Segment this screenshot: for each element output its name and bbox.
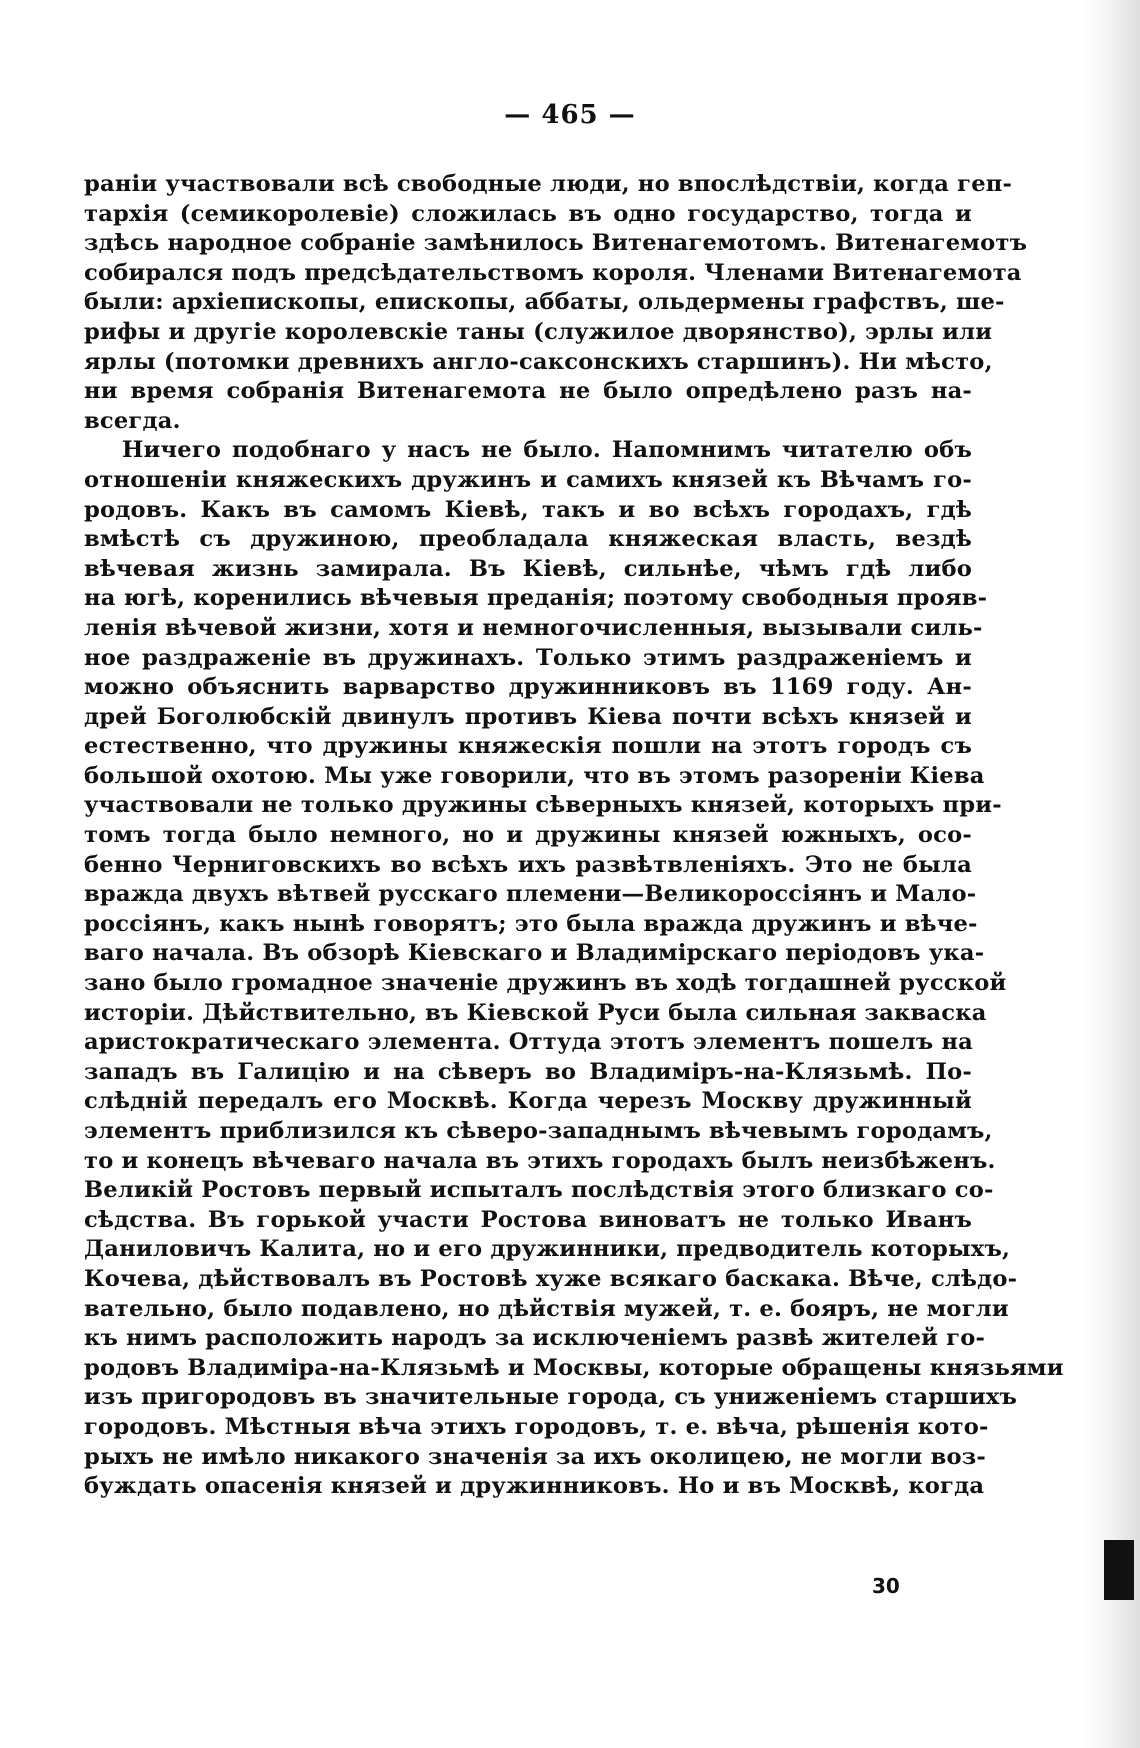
text-line: слѣдній передалъ его Москвѣ. Когда черезъ Москву дружинный [84,1088,972,1115]
text-line: ваго начала. Въ обзорѣ Кіевскаго и Владимірскаго періодовъ ука- [84,940,985,967]
text-line: участвовали не только дружины сѣверныхъ князей, которыхъ при- [84,792,1002,819]
text-line: западъ въ Галицію и на сѣверъ во Владиміръ-на-Клязьмѣ. По- [84,1058,972,1085]
text-line: исторіи. Дѣйствительно, въ Кіевской Руси была сильная закваска [84,999,987,1026]
text-line: вмѣстѣ съ дружиною, преобладала княжеская власть, вездѣ [84,526,972,553]
text-line: дрей Боголюбскій двинулъ противъ Кіева почти всѣхъ князей и [84,703,972,730]
scan-artifact [1104,1540,1134,1600]
text-line: рифы и другіе королевскіе таны (служилое дворянство), эрлы или [84,318,993,345]
text-line: россіянъ, какъ нынѣ говорятъ; это была вражда дружинъ и вѣче- [84,910,978,937]
text-line: зано было громадное значеніе дружинъ въ ходѣ тогдашней русской [84,970,1007,997]
text-line: Даниловичъ Калита, но и его дружинники, предводитель которыхъ, [84,1236,1011,1263]
text-line: сѣдства. Въ горькой участи Ростова виноватъ не только Иванъ [84,1206,972,1233]
page-edge-shadow [1080,0,1140,1748]
text-line: родовъ. Какъ въ самомъ Кіевѣ, такъ и во всѣхъ городахъ, гдѣ [84,496,972,523]
text-line: то и конецъ вѣчеваго начала въ этихъ городахъ былъ неизбѣженъ. [84,1147,996,1174]
text-line: ярлы (потомки древнихъ англо-саксонскихъ старшинъ). Ни мѣсто, [84,348,993,375]
text-line: томъ тогда было немного, но и дружины князей южныхъ, осо- [84,822,972,849]
text-line: Великій Ростовъ первый испыталъ послѣдствія этого близкаго со- [84,1177,994,1204]
body-text [84,170,1064,1502]
text-line: Кочева, дѣйствовалъ въ Ростовѣ хуже всякаго баскака. Вѣче, слѣдо- [84,1265,1018,1292]
text-line: изъ пригородовъ въ значительные города, съ униженіемъ старшихъ [84,1384,1017,1411]
text-line: отношеніи княжескихъ дружинъ и самихъ князей къ Вѣчамъ го- [84,466,972,493]
text-line: всегда. [84,407,181,434]
text-line: рыхъ не имѣло никакого значенія за ихъ околицею, не могли воз- [84,1443,986,1470]
text-line: вѣчевая жизнь замирала. Въ Кіевѣ, сильнѣе, чѣмъ гдѣ либо [84,555,972,582]
paragraph [84,170,1028,436]
text-line: можно объяснить варварство дружинниковъ въ 1169 году. Ан- [84,674,972,701]
text-line: большой охотою. Мы уже говорили, что въ этомъ разореніи Кіева [84,762,985,789]
signature-mark: 30 [872,1574,900,1598]
text-line: ленія вѣчевой жизни, хотя и немногочисленныя, вызывали силь- [84,614,983,641]
text-line: здѣсь народное собраніе замѣнилось Витенагемотомъ. Витенагемотъ [84,230,1028,257]
text-line: элементъ приблизился къ сѣверо-западнымъ вѣчевымъ городамъ, [84,1118,993,1144]
text-line: бенно Черниговскихъ во всѣхъ ихъ развѣтвленіяхъ. Это не была [84,851,972,878]
text-line: ное раздраженіе въ дружинахъ. Только этимъ раздраженіемъ и [84,644,972,671]
text-line: родовъ Владиміра-на-Клязьмѣ и Москвы, которые обращены князьями [84,1354,1064,1381]
text-line: аристократическаго элемента. Оттуда этотъ элементъ пошелъ на [84,1029,974,1056]
text-line: Ничего подобнаго у насъ не было. Напомнимъ читателю объ [122,437,972,464]
page-number: — 465 — [504,100,636,130]
text-line: городовъ. Мѣстныя вѣча этихъ городовъ, т. е. вѣча, рѣшенія кото- [84,1413,989,1440]
text-line: вражда двухъ вѣтвей русскаго племени—Великороссіянъ и Мало- [84,881,977,908]
text-line: были: архіепископы, епископы, аббаты, ольдермены графствъ, ше- [84,289,1005,316]
text-line: естественно, что дружины княжескія пошли на этотъ городъ съ [84,733,972,760]
text-line: ни время собранія Витенагемота не было опредѣлено разъ на- [84,378,972,405]
text-line: на югѣ, коренились вѣчевыя преданія; поэтому свободныя прояв- [84,585,988,612]
text-line: буждать опасенія князей и дружинниковъ. Но и въ Москвѣ, когда [84,1473,985,1500]
text-line: тархія (семикоролевіе) сложилась въ одно государство, тогда и [84,200,972,227]
text-line: къ нимъ расположить народъ за исключеніемъ развѣ жителей го- [84,1325,986,1352]
text-line: раніи участвовали всѣ свободные люди, но впослѣдствіи, когда геп- [84,171,1013,197]
text-line: вательно, было подавлено, но дѣйствія мужей, т. е. бояръ, не могли [84,1295,1009,1322]
paragraph [84,436,1064,1501]
text-line: собирался подъ предсѣдательствомъ короля. Членами Витенагемота [84,259,1022,286]
